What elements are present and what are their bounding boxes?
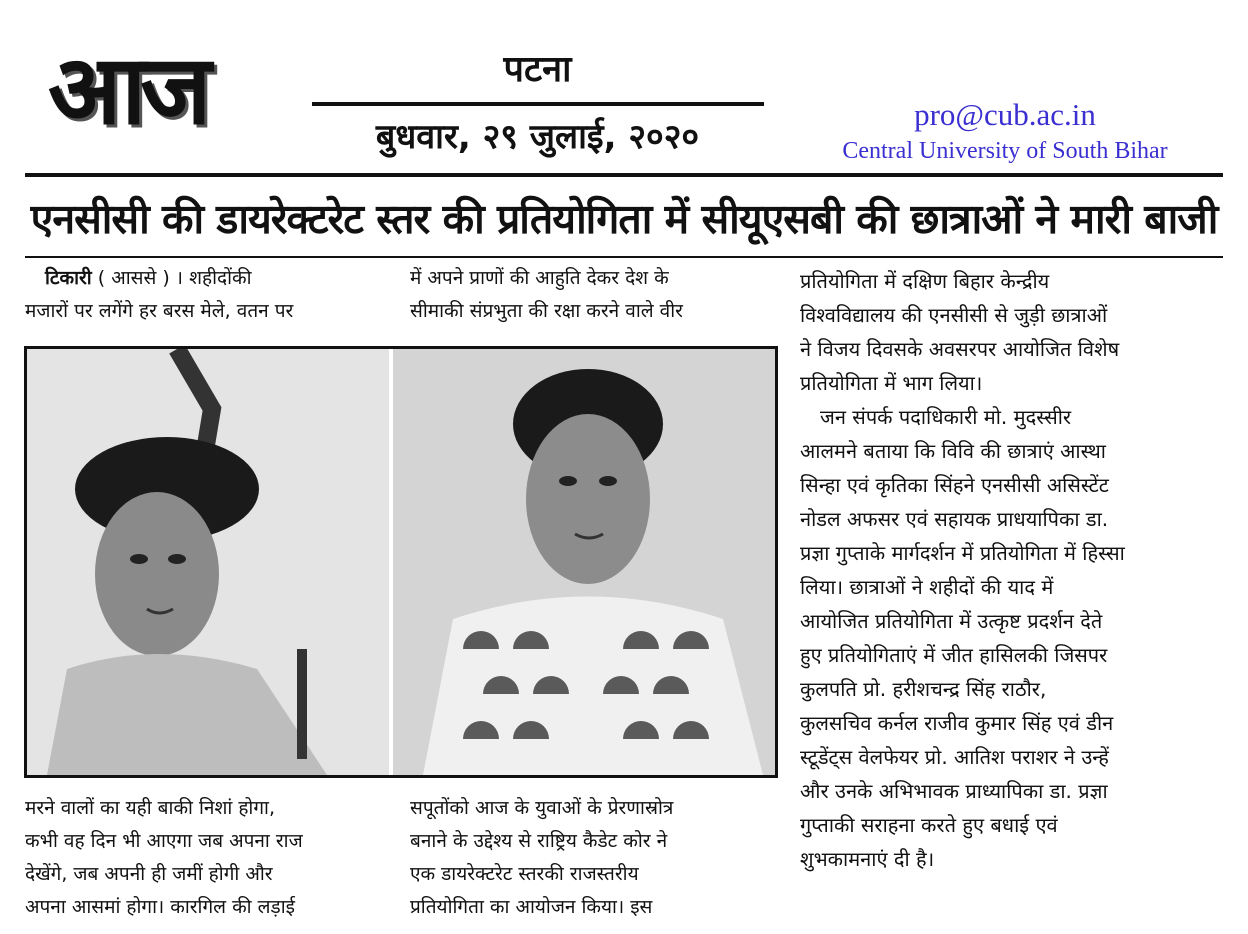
- article-line: प्रज्ञा गुप्ताके मार्गदर्शन में प्रतियोगिता में हिस्सा: [800, 541, 1125, 565]
- article-line-text: शहीदोंकी: [189, 267, 252, 289]
- article-dateline-source: ( आससे ) ।: [97, 267, 184, 289]
- article-line: नोडल अफसर एवं सहायक प्राधयापिका डा.: [800, 507, 1109, 531]
- article-line: और उनके अभिभावक प्राध्यापिका डा. प्रज्ञा: [800, 779, 1108, 803]
- article-column-1-bottom: [25, 792, 390, 924]
- article-line: प्रतियोगिता में दक्षिण बिहार केन्द्रीय: [800, 269, 1050, 293]
- article-line: सिन्हा एवं कृतिका सिंहने एनसीसी असिस्टेंट: [800, 473, 1109, 497]
- contact-block: [790, 96, 1220, 168]
- article-headline: एनसीसी की डायरेक्टरेट स्तर की प्रतियोगिता में सीयूएसबी की छात्राओं ने मारी बाजी: [30, 195, 1218, 243]
- article-dateline: टिकारी: [45, 267, 92, 289]
- article-column-2-top: [410, 262, 775, 328]
- article-column-2-bottom: [410, 792, 775, 924]
- article-line: आयोजित प्रतियोगिता में उत्कृष्ट प्रदर्शन देते: [800, 609, 1103, 633]
- contact-email[interactable]: pro@cub.ac.in: [914, 97, 1096, 132]
- article-line: कभी वह दिन भी आएगा जब अपना राज: [25, 830, 303, 852]
- masthead-divider: [312, 102, 764, 106]
- masthead-rule: [25, 173, 1223, 177]
- article-line: देखेंगे, जब अपनी ही जमीं होगी और: [25, 863, 273, 885]
- article-line: ने विजय दिवसके अवसरपर आयोजित विशेष: [800, 337, 1120, 361]
- edition-date: बुधवार, २९ जुलाई, २०२०: [375, 117, 700, 157]
- article-line: प्रतियोगिता का आयोजन किया। इस: [410, 896, 653, 918]
- article-line: सपूतोंको आज के युवाओं के प्रेरणास्रोत्र: [410, 797, 674, 819]
- article-line: लिया। छात्राओं ने शहीदों की याद में: [800, 575, 1054, 599]
- article-line: गुप्ताकी सराहना करते हुए बधाई एवं: [800, 813, 1058, 837]
- article-line: अपना आसमां होगा। कारगिल की लड़ाई: [25, 896, 295, 918]
- article-line: कुलसचिव कर्नल राजीव कुमार सिंह एवं डीन: [800, 711, 1114, 735]
- article-line: में अपने प्राणों की आहुति देकर देश के: [410, 267, 669, 289]
- newspaper-logo: आज: [48, 34, 206, 146]
- article-line: जन संपर्क पदाधिकारी मो. मुदस्सीर: [820, 405, 1072, 429]
- article-line: कुलपति प्रो. हरीशचन्द्र सिंह राठौर,: [800, 677, 1047, 701]
- article-line: बनाने के उद्देश्य से राष्ट्रिय कैडेट कोर ने: [410, 830, 668, 852]
- article-line: मरने वालों का यही बाकी निशां होगा,: [25, 797, 276, 819]
- article-line: स्टूडेंट्स वेलफेयर प्रो. आतिश पराशर ने उन्हें: [800, 745, 1109, 769]
- cadet-photo-left: [27, 349, 389, 775]
- article-line: मजारों पर लगेंगे हर बरस मेले, वतन पर: [25, 300, 294, 322]
- article-line: एक डायरेक्टरेट स्तरकी राजस्तरीय: [410, 863, 639, 885]
- article-column-1-top: [25, 262, 390, 328]
- article-column-3: [800, 264, 1225, 876]
- photo-frame: [24, 346, 778, 778]
- contact-organization: Central University of South Bihar: [842, 138, 1168, 164]
- edition-city: पटना: [503, 49, 572, 90]
- article-line: प्रतियोगिता में भाग लिया।: [800, 371, 983, 395]
- student-photo-right: [393, 349, 775, 775]
- article-line: शुभकामनाएं दी है।: [800, 847, 935, 871]
- article-line: सीमाकी संप्रभुता की रक्षा करने वाले वीर: [410, 300, 683, 322]
- article-line: आलमने बताया कि विवि की छात्राएं आस्था: [800, 439, 1106, 463]
- headline-rule: [25, 256, 1223, 258]
- article-line: [25, 262, 390, 295]
- article-line: हुए प्रतियोगिताएं में जीत हासिलकी जिसपर: [800, 643, 1108, 667]
- article-line: विश्वविद्यालय की एनसीसी से जुड़ी छात्राओं: [800, 303, 1108, 327]
